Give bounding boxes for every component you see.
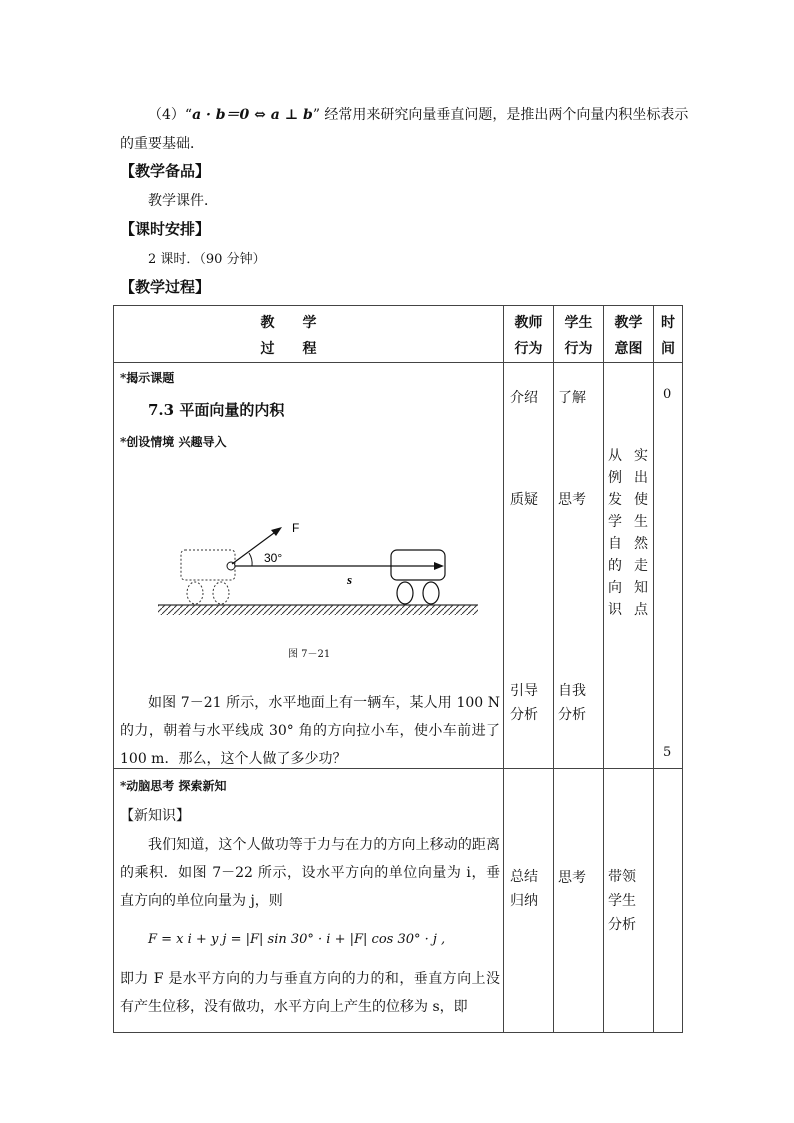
teacher-guide: 引导分析 — [510, 683, 538, 723]
problem-text: 如图 7－21 所示，水平地面上有一辆车，某人用 100 N 的力，朝着与水平线成 30° 角的方向拉小车，使小车前进了 100 m．那么，这个人做了多少功？ — [120, 695, 500, 767]
cart-figure — [114, 458, 504, 658]
student-self-analysis: 自我分析 — [558, 683, 586, 723]
tag-situation: *创设情境 兴趣导入 — [120, 435, 227, 449]
row2-student — [554, 769, 604, 1033]
header-student: 学生行为 — [554, 306, 604, 363]
knowledge-paragraph-2: 即力 F 是水平方向的力与垂直方向的力的和，垂直方向上没有产生位移，没有做功，水平方向上产生的位移为 s，即 — [120, 971, 500, 1015]
ground-hatch — [158, 605, 478, 615]
displacement-arrowhead — [434, 562, 444, 570]
row1-teacher — [504, 363, 554, 769]
cart-end-wheel-left — [397, 582, 413, 604]
schedule-title: 【课时安排】 — [120, 220, 211, 238]
intro-suffix: ” 经常用来研究向量垂直问题，是推出两个向量内积坐标表示 — [312, 107, 689, 123]
time-end: 5 — [663, 745, 672, 760]
prep-body: 教学课件． — [148, 193, 218, 209]
tag-explore: *动脑思考 探索新知 — [120, 779, 227, 793]
cart-end-wheel-right — [423, 582, 439, 604]
force-decomposition-formula: F = x i + y j = |F| sin 30° · i + |F| cos 30° · j , — [148, 932, 446, 947]
intent-text: 从实例出发使学生自然的走向知识点 — [608, 448, 648, 618]
time-start: 0 — [663, 387, 672, 402]
table-row-1 — [114, 363, 683, 769]
row2-time — [654, 769, 683, 1033]
cart-start-wheel-left — [187, 582, 203, 604]
tag-reveal-topic: *揭示课题 — [120, 371, 175, 385]
table-row-2 — [114, 769, 683, 1033]
force-label: F — [292, 521, 300, 535]
figure-caption: 图 7－21 — [288, 649, 331, 660]
row2-intent — [604, 769, 654, 1033]
row2-process — [114, 769, 504, 1033]
header-intent: 教学意图 — [604, 306, 654, 363]
row1-process — [114, 363, 504, 769]
table-header-row — [114, 306, 683, 363]
angle-label: 30° — [264, 551, 283, 565]
student-think-2: 思考 — [558, 870, 586, 886]
header-time: 时间 — [654, 306, 683, 363]
knowledge-paragraph-1: 我们知道，这个人做功等于力与在力的方向上移动的距离的乘积．如图 7－22 所示，设水平方向的单位向量为 i，垂直方向的单位向量为 j，则 — [120, 837, 500, 909]
header-teacher: 教师行为 — [504, 306, 554, 363]
intro-line-2: 的重要基础． — [120, 136, 204, 152]
teacher-intro: 介绍 — [510, 390, 538, 406]
row1-intent — [604, 363, 654, 769]
process-table — [113, 305, 683, 1033]
header-process-line-b: 过 程 — [260, 341, 317, 357]
student-think: 思考 — [558, 492, 586, 508]
teacher-summary: 总结归纳 — [510, 869, 538, 909]
perpendicular-condition: a · b＝0 ⇔ a ⊥ b — [192, 107, 313, 123]
angle-arc — [249, 553, 252, 566]
displacement-label: s — [347, 572, 353, 587]
header-process — [114, 306, 504, 363]
schedule-body: 2 课时．（90 分钟） — [148, 252, 266, 267]
row1-student — [554, 363, 604, 769]
intro-prefix: （4）“ — [148, 107, 193, 123]
new-knowledge-title: 【新知识】 — [120, 808, 190, 824]
lesson-heading: 7.3 平面向量的内积 — [148, 401, 285, 419]
row1-time — [654, 363, 683, 769]
process-title: 【教学过程】 — [120, 278, 211, 296]
intro-line-1 — [148, 104, 688, 124]
student-understand: 了解 — [558, 390, 586, 406]
row2-teacher — [504, 769, 554, 1033]
prep-title: 【教学备品】 — [120, 162, 211, 180]
header-process-line-a: 教 学 — [260, 315, 317, 331]
intent-text-2: 带领学生分析 — [608, 869, 636, 933]
teacher-question: 质疑 — [510, 492, 538, 508]
cart-start-wheel-right — [213, 582, 229, 604]
